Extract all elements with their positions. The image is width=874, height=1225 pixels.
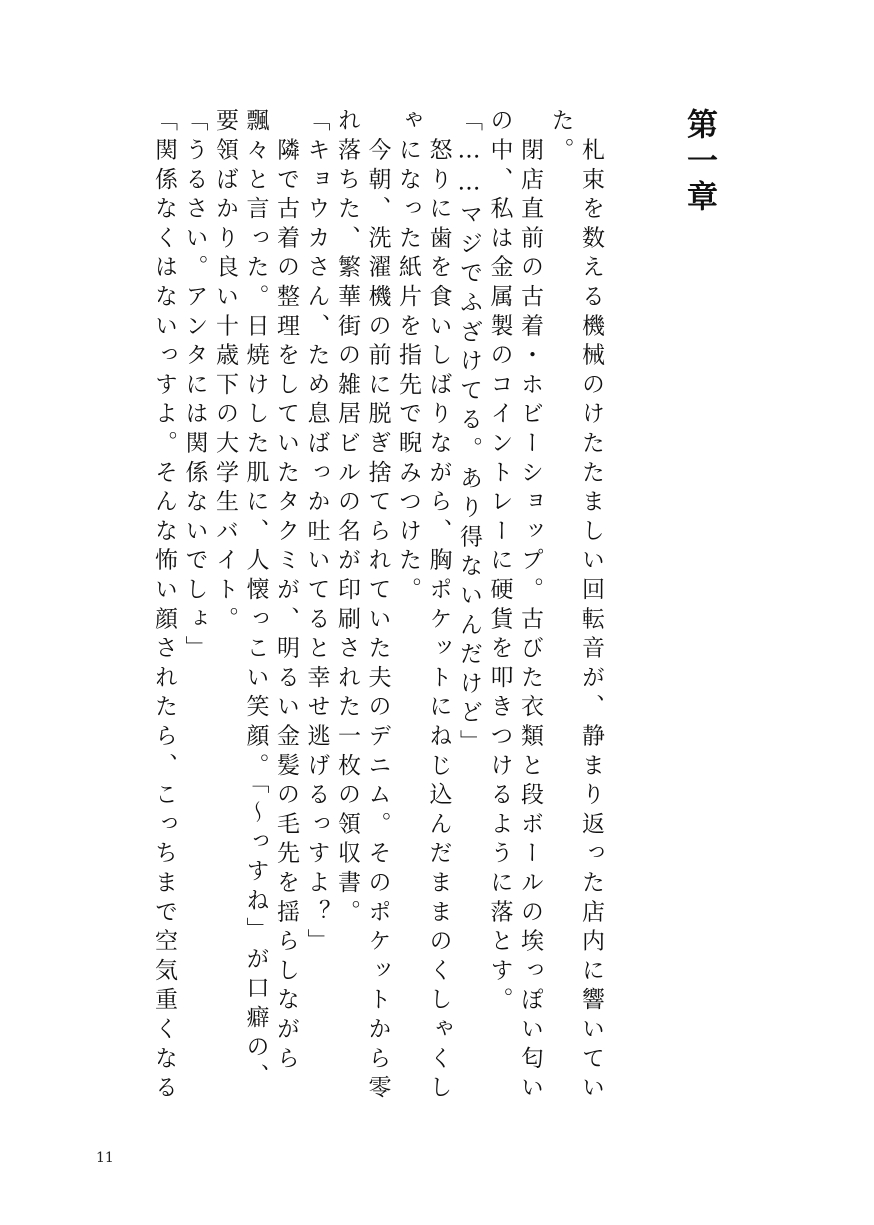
text-line: 「キョウカさん、ため息ばっか吐いてると幸せ逃げるっすよ？」	[303, 108, 330, 958]
text-line: 「関係なくはないっすよ。そんな怖い顔されたら、こっちまで空気重くなる	[151, 108, 177, 1105]
text-line: の中、私は金属製のコイントレーに硬貨を叩きつけるように落とす。	[486, 108, 513, 1017]
text-line: 閉店直前の古着・ホビーショップ。古びた衣類と段ボールの埃っぽい匂い	[517, 108, 543, 1105]
text-line: た。	[547, 108, 574, 167]
page-number: 11	[96, 1150, 114, 1166]
text-line: ゃになった紙片を指先で睨みつけた。	[395, 108, 421, 607]
text-line: 札束を数える機械のけたたましい回転音が、静まり返った店内に響いてい	[578, 108, 604, 1105]
text-line: 怒りに歯を食いしばりながら、胸ポケットにねじ込んだままのくしゃくし	[425, 108, 452, 1105]
chapter-title: 第一章	[681, 108, 717, 216]
body-text	[118, 108, 606, 1105]
text-line: 「……マジでふざけてる。あり得ないんだけど」	[456, 108, 482, 759]
text-line: 飄々と言った。日焼けした肌に、人懐っこい笑顔。「〜っすね」が口癖の、	[242, 108, 269, 1093]
text-line: 要領ばかり良い十歳下の大学生バイト。	[212, 108, 238, 636]
text-line: 「うるさい。アンタには関係ないでしょ」	[181, 108, 208, 665]
text-line: 今朝、洗濯機の前に脱ぎ捨てられていた夫のデニム。そのポケットから零	[364, 108, 391, 1105]
text-line: 隣で古着の整理をしていたタクミが、明るい金髪の毛先を揺らしながら	[273, 108, 299, 1075]
text-line: れ落ちた、繁華街の雑居ビルの名が印刷された一枚の領収書。	[334, 108, 360, 929]
